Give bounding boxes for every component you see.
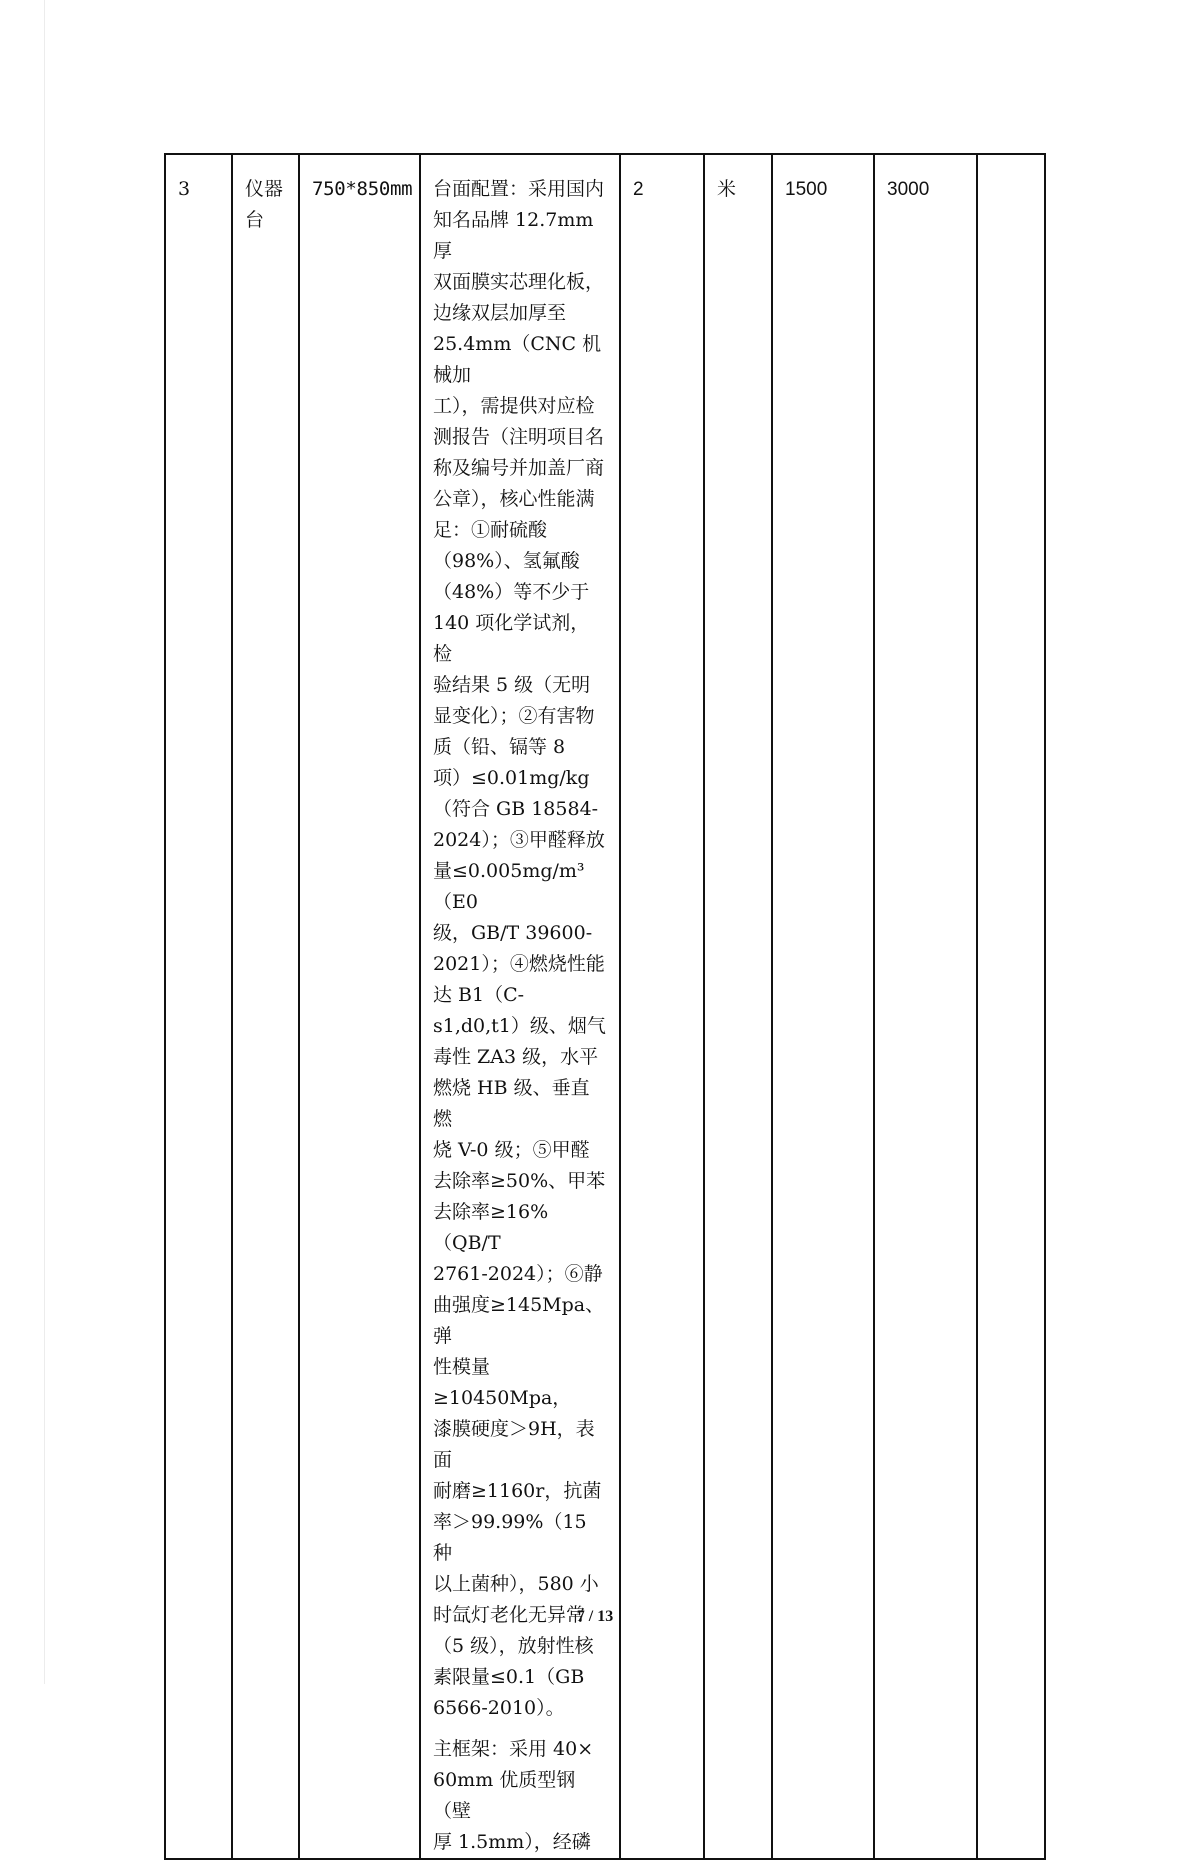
quantity-cell xyxy=(620,154,704,1859)
page-edge-line xyxy=(44,0,45,1684)
page-number: 7 / 13 xyxy=(576,1608,614,1625)
unit-price-cell xyxy=(772,154,874,1859)
quantity: 2 xyxy=(633,179,644,200)
item-name: 仪器 台 xyxy=(245,178,284,231)
row-seq: 3 xyxy=(178,178,191,200)
unit: 米 xyxy=(717,178,737,200)
total-price-cell xyxy=(874,154,977,1859)
item-spec-cell xyxy=(299,154,420,1859)
description-tabletop: 台面配置：采用国内 知名品牌 12.7mm 厚 双面膜实芯理化板， 边缘双层加厚至 25.4mm（CNC 机械加 工），需提供对应检 测报告（注明项目名 称及编号并加盖厂商 公章），核心性能满 足：①耐硫酸 （98%）、氢氟酸 （48%）等不少于 140 项化学试剂，检 验结果 5 级（无明 显变化）；②有害物 质（铅、镉等 8 项）≤0.01mg/kg （符合 GB 18584- 2024）；③甲醛释放 量≤0.005mg/m³（E0 级，GB/T 39600- 2021）；④燃烧性能 达 B1（C- s1,d0,t1）级、烟气 毒性 ZA3 级，水平 燃烧 HB 级、垂直燃 烧 V-0 级；⑤甲醛 去除率≥50%、甲苯 去除率≥16%（QB/T 2761-2024）；⑥静 曲强度≥145Mpa、弹 性模量≥10450Mpa， 漆膜硬度＞9H，表面 耐磨≥1160r，抗菌 率＞99.99%（15 种 以上菌种），580 小 时氙灯老化无异常 （5 级），放射性核 素限量≤0.1（GB 6566-2010）。 xyxy=(433,178,606,1719)
item-description-cell xyxy=(420,154,620,1859)
total-price: 3000 xyxy=(887,179,930,200)
table-row xyxy=(165,154,1045,1859)
remark-cell xyxy=(977,154,1045,1859)
unit-price: 1500 xyxy=(785,179,828,200)
item-name-cell xyxy=(232,154,299,1859)
row-seq-cell xyxy=(165,154,232,1859)
procurement-spec-table xyxy=(164,153,1046,1860)
item-spec: 750*850mm xyxy=(312,178,413,200)
unit-cell xyxy=(704,154,772,1859)
description-frame: 主框架：采用 40× 60mm 优质型钢（壁 厚 1.5mm），经磷 xyxy=(433,1738,594,1853)
